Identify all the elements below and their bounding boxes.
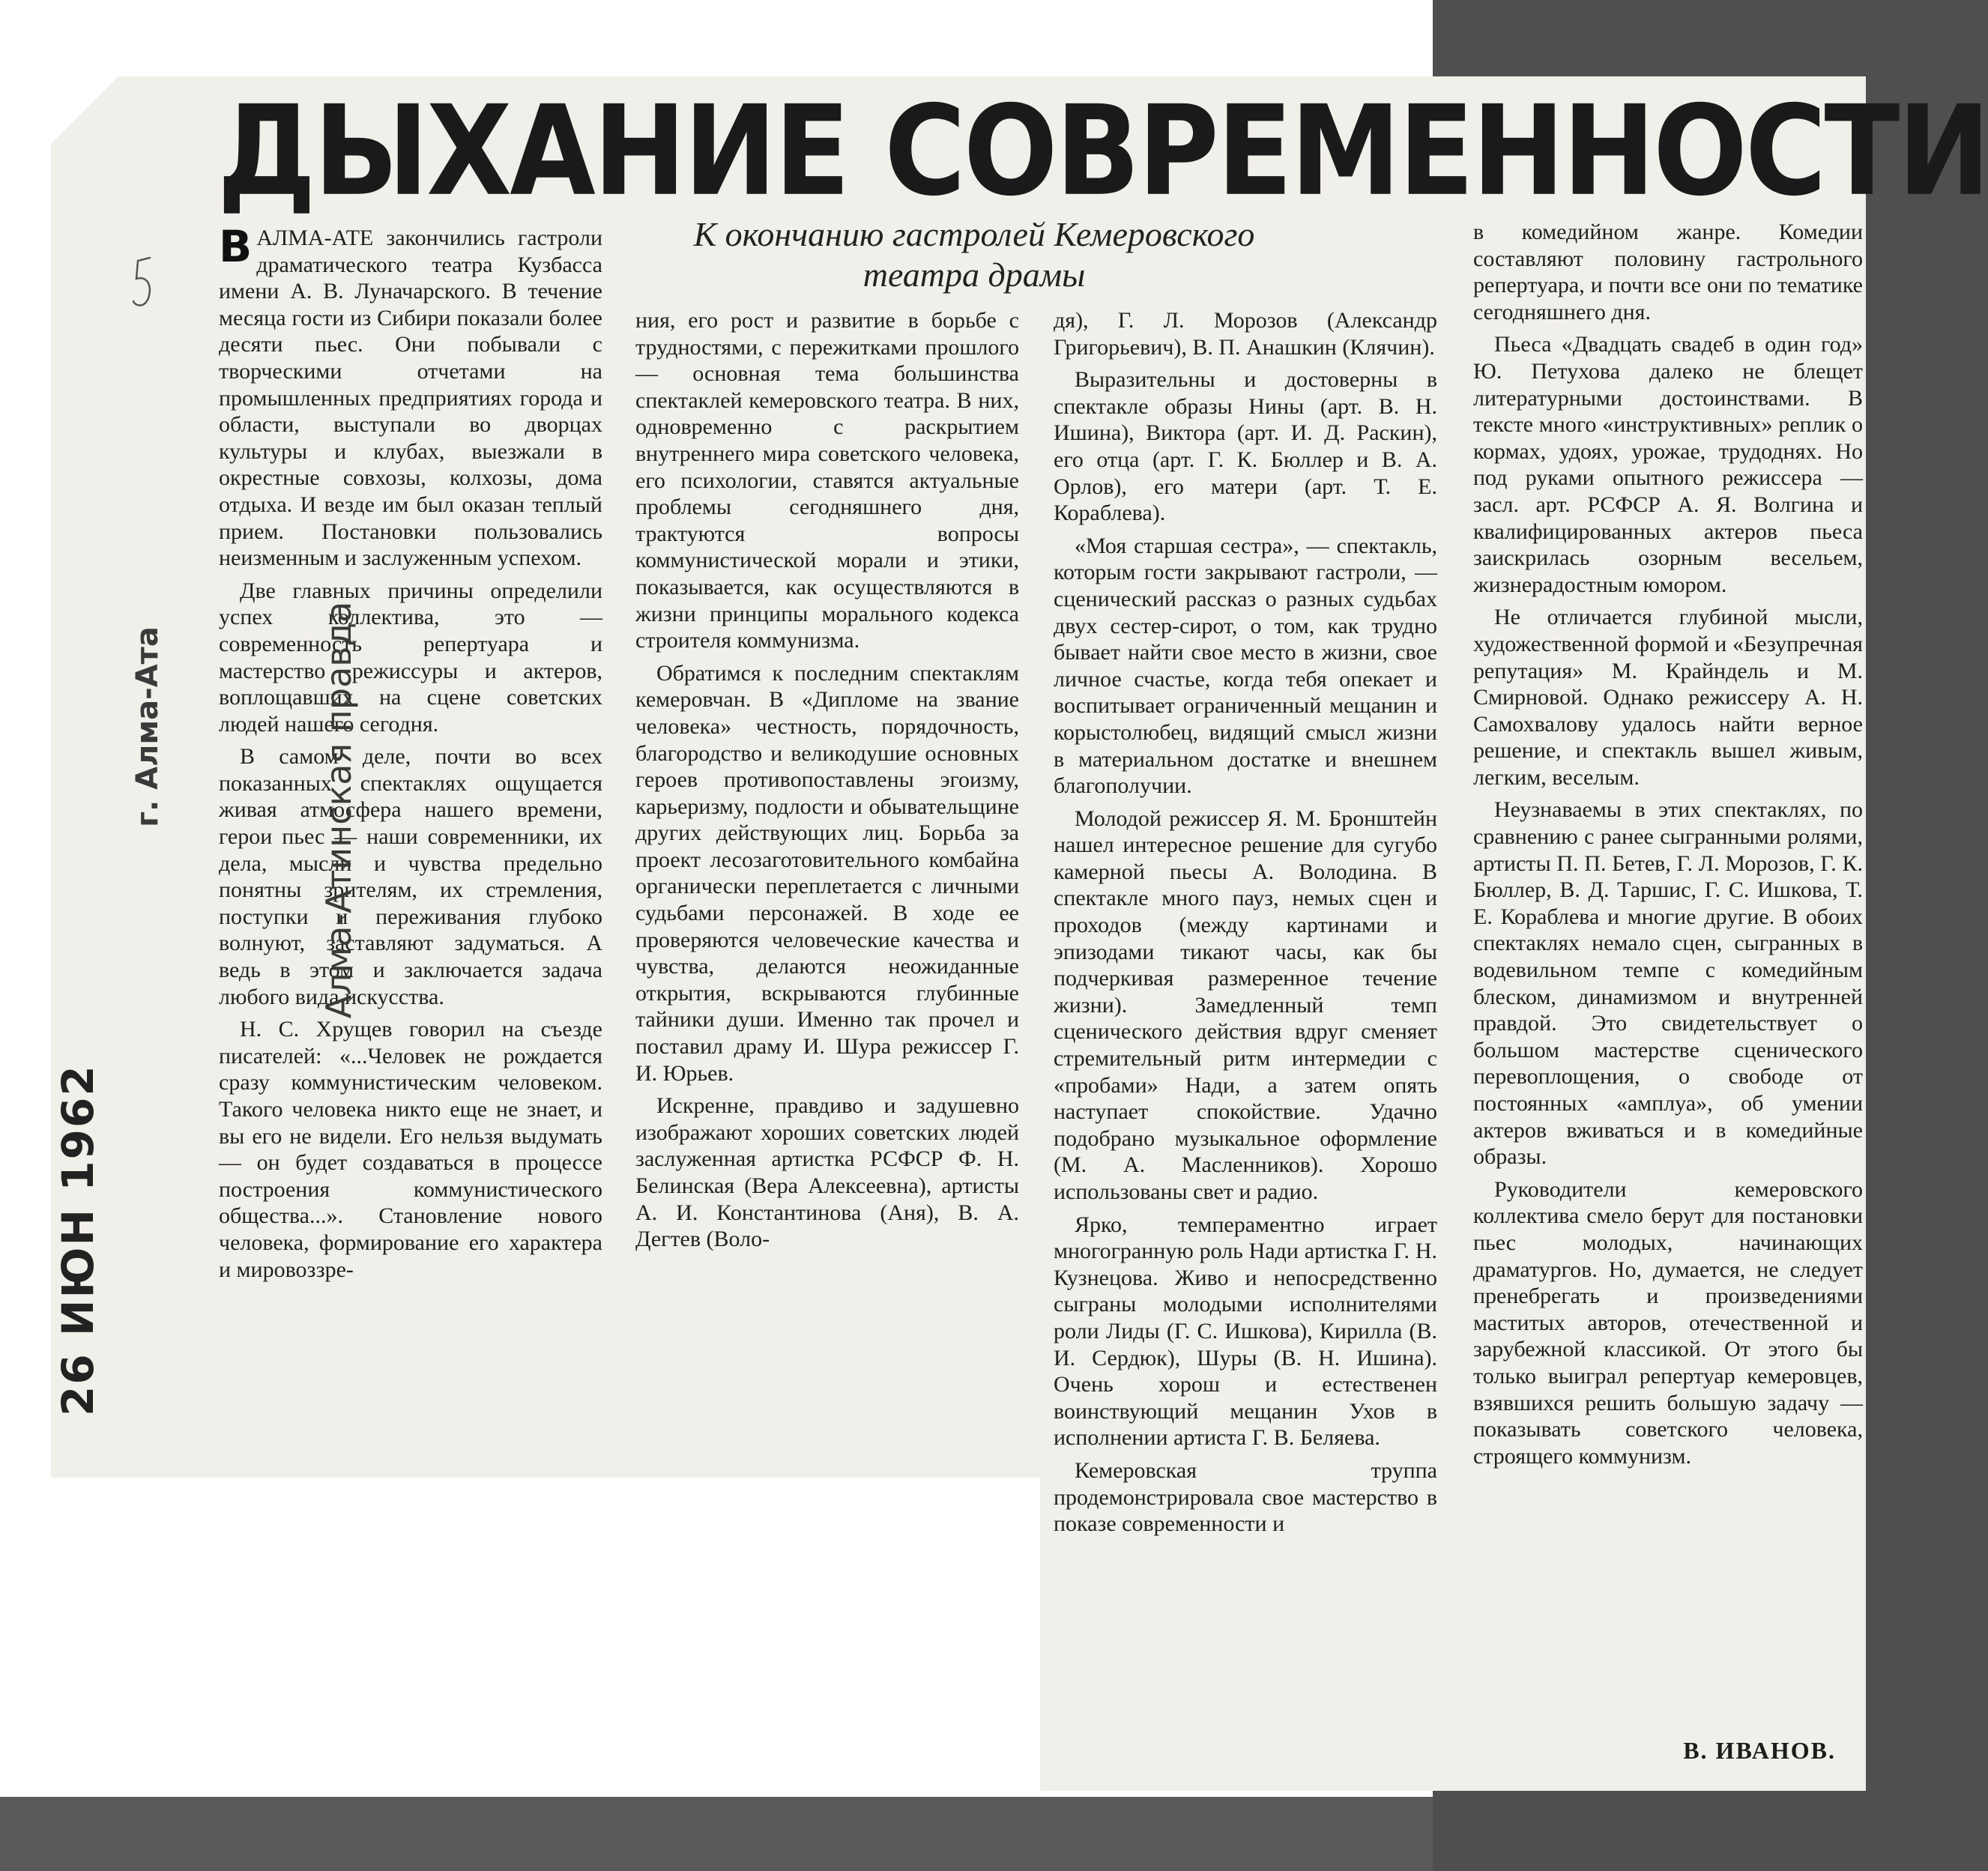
article-column-1 (219, 221, 602, 1289)
article-column-3 (1054, 307, 1437, 1544)
paragraph: Обратимся к последним спектаклям кемеровчан. В «Дипломе на звание человека» честность, порядочность, благородство и великодушие основных героев противопоставлены эгоизму, карьеризму, подлости и обывательщине других действующих лиц. Борьба за проект лесозаготовительного комбайна органически переплетается с личными судьбами персонажей. В ходе ее проверяются человеческие качества и чувства, делаются неожиданные открытия, вскрываются глубинные тайники души. Именно так прочел и поставил драму И. Шура режиссер Г. И. Юрьев. (635, 660, 1019, 1086)
paragraph: Искренне, правдиво и задушевно изображают хороших советских людей заслуженная артистка РСФСР Ф. Н. Белинская (Вера Алексеевна), артисты А. И. Константинова (Аня), В. А. Дегтев (Воло- (635, 1093, 1019, 1252)
scanner-background-bottom (0, 1797, 1433, 1871)
stamp-date: 26 ИЮН 1962 (52, 1064, 103, 1416)
paragraph: В самом деле, почти во всех показанных спектаклях ощущается живая атмосфера нашего времени, герои пьес — наши современники, их дела, мысли и чувства предельно понятны зрителям, их стремления, поступки и переживания глубоко волнуют, заставляют задуматься. А ведь в этом и заключается задача любого вида искусства. (219, 744, 602, 1009)
author-signature: В. ИВАНОВ. (1683, 1737, 1836, 1764)
stamp-city: г. Алма-Ата (130, 626, 165, 827)
paragraph: «Моя старшая сестра», — спектакль, которым гости закрывают гастроли, — сценический рассказ о разных судьбах двух сестер-сирот, о том, как трудно бывает найти свое место в жизни, свое личное счастье, когда тебя опекает и воспитывает ограниченный мещанин и корыстолюбец, видящий смысл жизни в материальном достатке и внешнем благополучии. (1054, 533, 1437, 799)
paragraph: дя), Г. Л. Морозов (Александр Григорьевич), В. П. Анашкин (Клячин). (1054, 308, 1437, 360)
paragraph: Выразительны и достоверны в спектакле образы Нины (арт. В. Н. Ишина), Виктора (арт. И. Д. Раскин), его отца (арт. Г. К. Бюллер и В. А. Орлов), его матери (арт. Т. Е. Кораблева). (1054, 367, 1437, 526)
handwritten-mark (127, 253, 157, 313)
paragraph: ВАЛМА-АТЕ закончились гастроли драматического театра Кузбасса имени А. В. Луначарского. В течение месяца гости из Сибири показали более десяти пьес. Они побывали с творческими отчетами на промышленных предприятиях города и области, выступали во дворцах культуры и клубах, выезжали в окрестные совхозы, колхозы, дома отдыха. И везде им был оказан теплый прием. Постановки пользовались неизменным и заслуженным успехом. (219, 221, 602, 571)
paragraph: Пьеса «Двадцать свадеб в один год» Ю. Петухова далеко не блещет литературными достоинствами. В тексте много «инструктивных» реплик о кормах, удоях, урожае, трудоднях. Но под руками опытного режиссера — засл. арт. РСФСР А. Я. Волгина и квалифицированных актеров пьеса заискрилась озорным весельем, жизнерадостным юмором. (1473, 332, 1863, 597)
paragraph: ния, его рост и развитие в борьбе с трудностями, с пережитками прошлого — основная тема большинства спектаклей кемеровского театра. В них, одновременно с раскрытием внутреннего мира советского человека, его психологии, ставятся актуальные проблемы сегодняшнего дня, трактуются вопросы коммунистической морали и этики, показывается, как осуществляются в жизни принципы морального кодекса строителя коммунизма. (635, 308, 1019, 653)
paragraph: Ярко, темпераментно играет многогранную роль Нади артистка Г. Н. Кузнецова. Живо и непосредственно сыграны молодыми исполнителями роли Лиды (Г. С. Ишкова), Кирилла (В. И. Сердюк), Шуры (В. Н. Ишина). Очень хорош и естественен воинствующий мещанин Ухов в исполнении артиста Г. В. Беляева. (1054, 1212, 1437, 1451)
article-column-2 (635, 307, 1019, 1259)
article-column-4 (1473, 219, 1863, 1475)
paragraph: Не отличается глубиной мысли, художественной формой и «Безупречная репутация» М. Крайндель и М. Смирновой. Однако режиссеру А. Н. Самохвалову удалось найти верное решение, и спектакль вышел живым, легким, веселым. (1473, 605, 1863, 790)
paragraph: Кемеровская труппа продемонстрировала свое мастерство в показе современности и (1054, 1457, 1437, 1537)
stamp-newspaper-name: Алма-Атинская правда (318, 601, 359, 1019)
paragraph: Н. С. Хрущев говорил на съезде писателей: «...Человек не рождается сразу коммунистическим человеком. Такого человека никто еще не знает, и вы его не видели. Его нельзя выдумать — он будет создаваться в процессе построения коммунистического общества...». Становление нового человека, формирование его характера и мировоззре- (219, 1017, 602, 1282)
article-subtitle: К окончанию гастролей Кемеровского театра драмы (693, 215, 1255, 294)
paragraph: Руководители кемеровского коллектива смело берут для постановки пьес молодых, начинающих драматургов. Но, думается, не следует пренебрегать и произведениями маститых авторов, отечественной и зарубежной классикой. От этого бы только выиграл репертуар кемеровцев, взявшихся решить большую задачу — показывать советского человека, строящего коммунизм. (1473, 1176, 1863, 1469)
paragraph: Молодой режиссер Я. М. Бронштейн нашел интересное решение для сугубо камерной пьесы А. Володина. В спектакле много пауз, немых сцен и проходов (между картинами и эпизодами тикают часы, как бы подчеркивая размеренное течение жизни). Замедленный темп сценического действия вдруг сменяет стремительный ритм интермедии с «пробами» Нади, а затем опять наступает спокойствие. Удачно подобрано музыкальное оформление (М. А. Масленников). Хорошо использованы свет и радио. (1054, 805, 1437, 1204)
paragraph: в комедийном жанре. Комедии составляют половину гастрольного репертуара, и почти все они по тематике сегодняшнего дня. (1473, 220, 1863, 324)
paragraph: Две главных причины определили успех коллектива, это — современность репертуара и мастерство режиссуры и актеров, воплощавших на сцене советских людей нашего сегодня. (219, 578, 602, 737)
paragraph: Неузнаваемы в этих спектаклях, по сравнению с ранее сыгранными ролями, артисты П. П. Бетев, Г. Л. Морозов, Г. К. Бюллер, В. Д. Таршис, Г. С. Ишкова, Т. Е. Кораблева и многие другие. В обоих спектаклях немало сцен, сыгранных в водевильном темпе с комедийным блеском, динамизмом и внутренней правдой. Это свидетельствует о большом мастерстве сценического перевоплощения, о свободе от постоянных «амплуа», об умении актеров вживаться и в комедийные образы. (1473, 797, 1863, 1170)
drop-cap: В (219, 221, 253, 272)
article-headline: ДЫХАНИЕ СОВРЕМЕННОСТИ (217, 79, 1988, 223)
